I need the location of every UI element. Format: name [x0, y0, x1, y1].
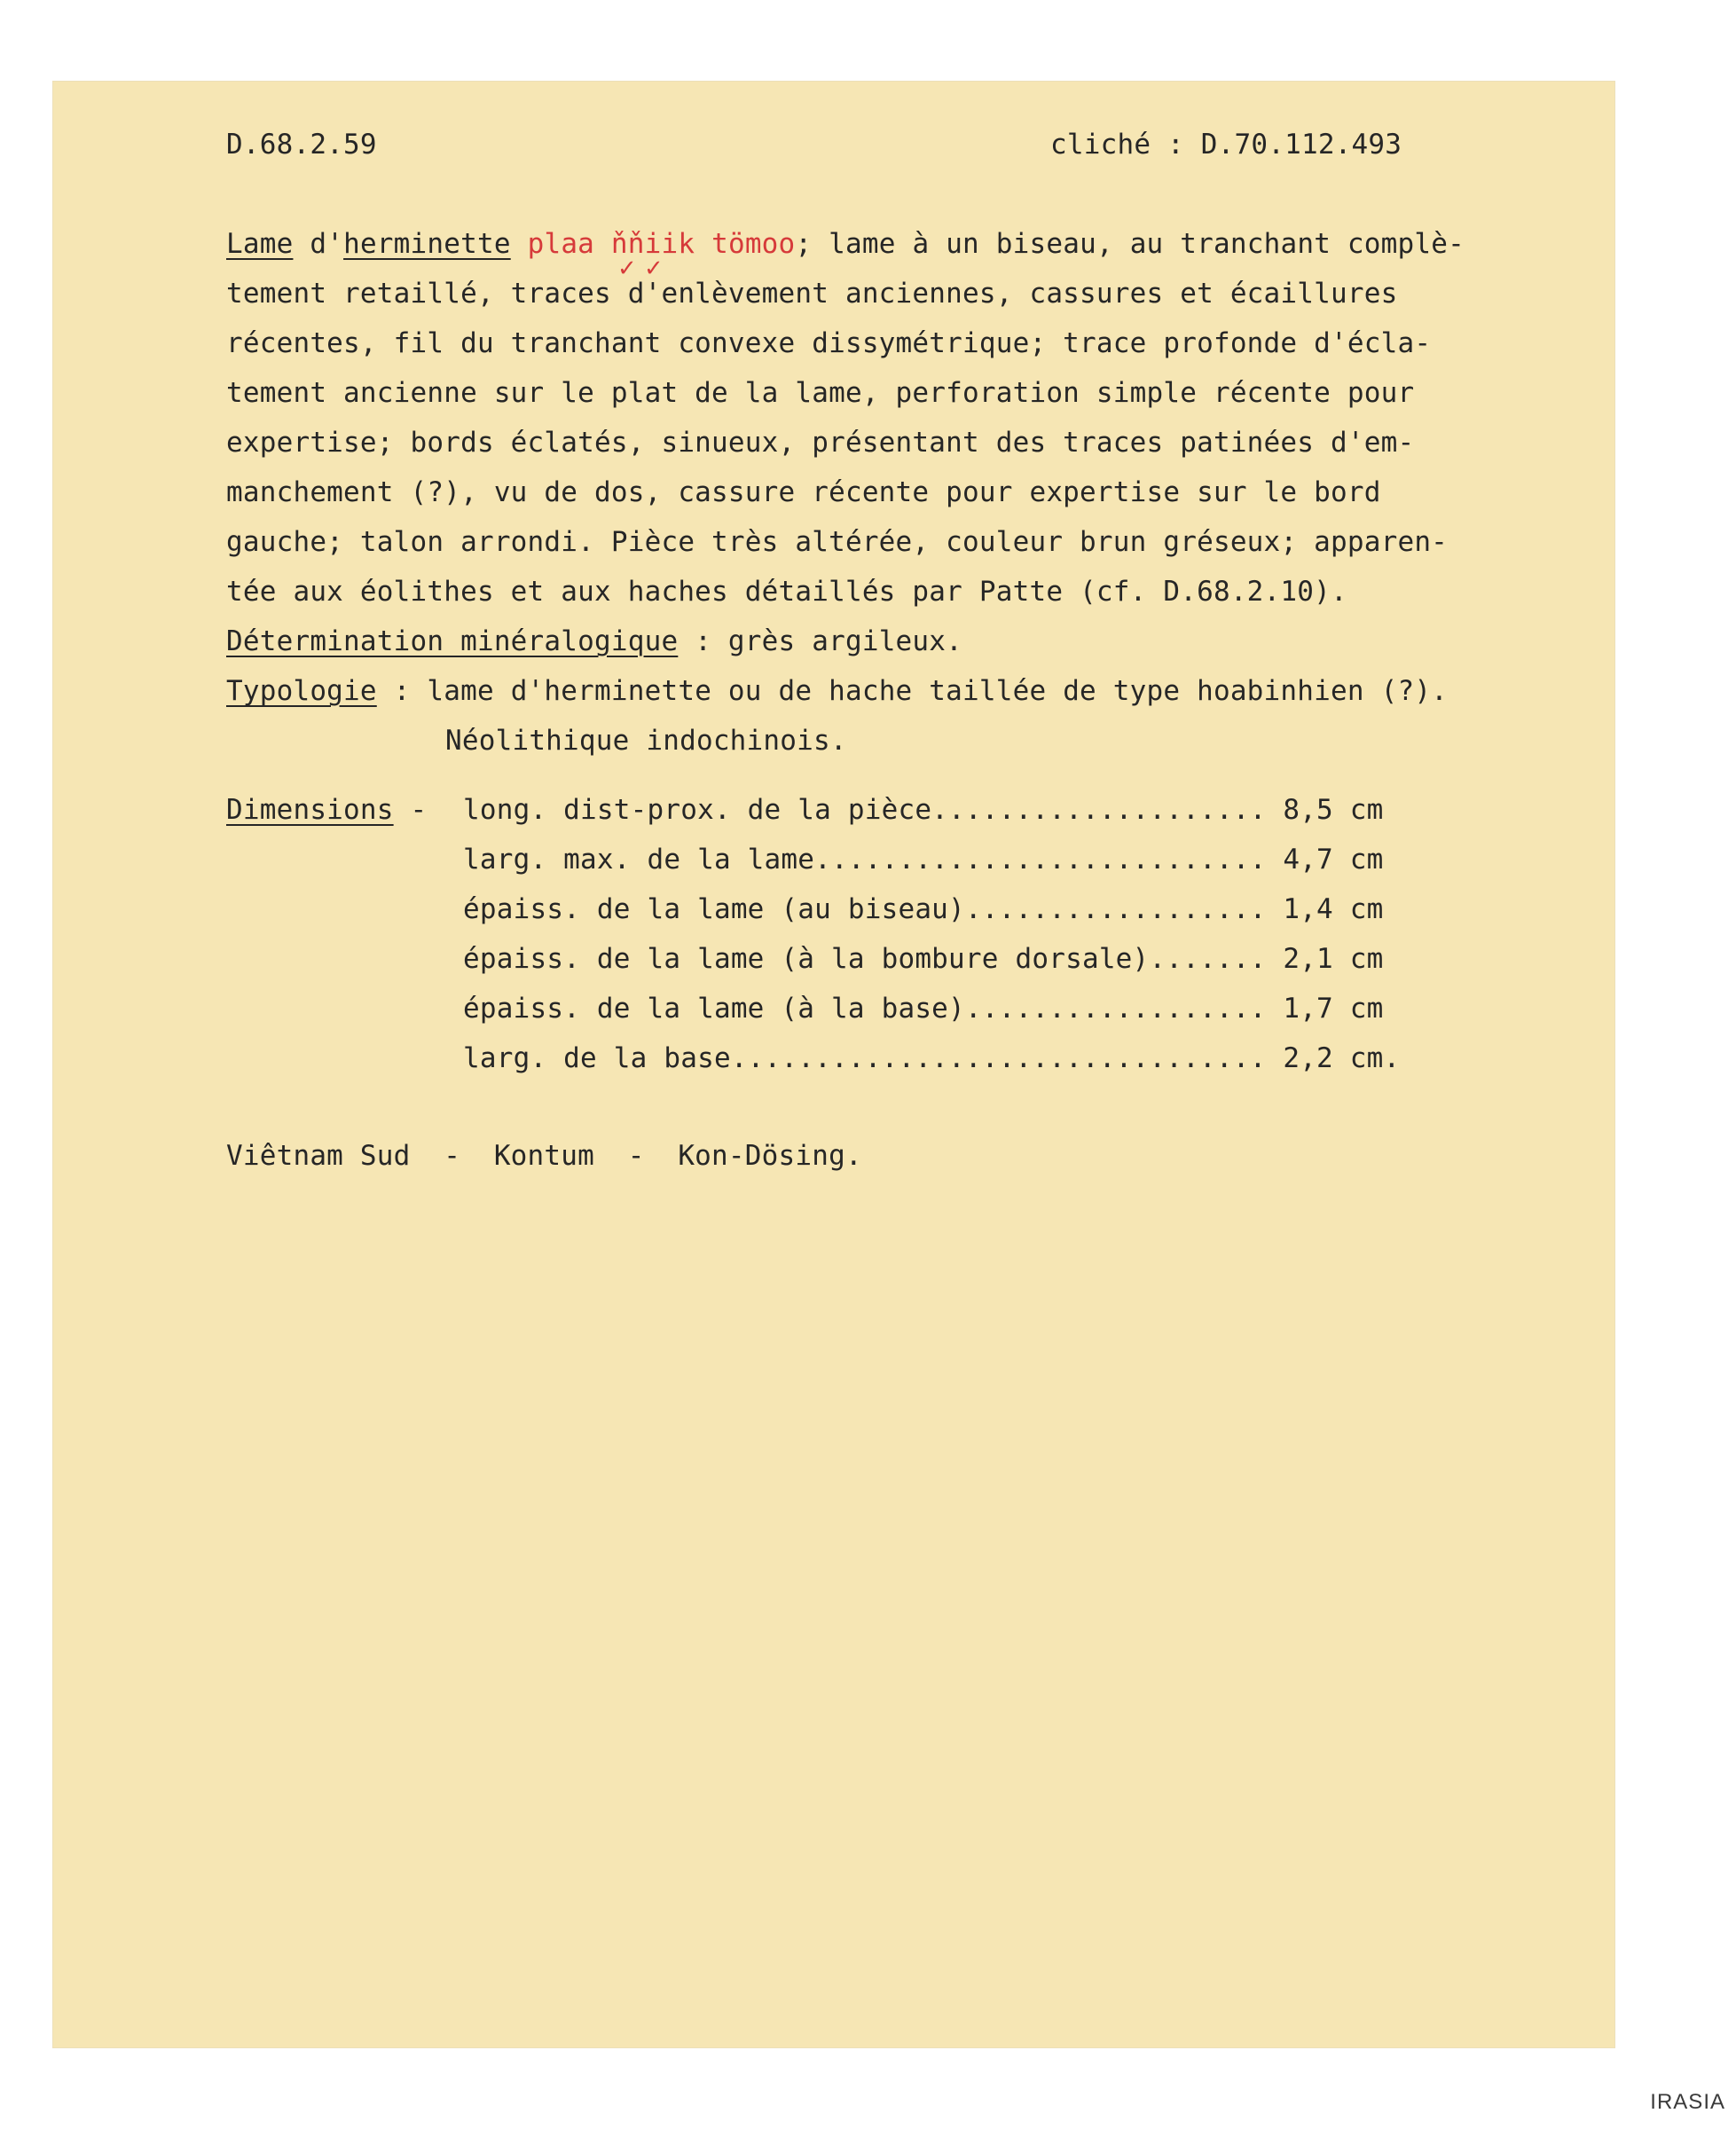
description-line-1 [226, 228, 1465, 260]
location-line: Viêtnam Sud - Kontum - Kon-Dösing. [226, 1140, 862, 1172]
typologie-value: : lame d'herminette ou de hache taillée de type hoabinhien (?). [376, 675, 1449, 707]
dimension-row: long. dist-prox. de la pièce.................... 8,5 cm [463, 794, 1384, 826]
description-line-1-rest: ; lame à un biseau, au tranchant complè- [795, 228, 1465, 260]
description-line: expertise; bords éclatés, sinueux, présentant des traces patinées d'em- [226, 427, 1415, 459]
vernacular-name: plaa ňňiik tömoo [527, 228, 796, 260]
dimensions-heading [226, 794, 444, 826]
dimension-row: épaiss. de la lame (au biseau).................. 1,4 cm [463, 893, 1384, 925]
dimension-row: épaiss. de la lame (à la base).................. 1,7 cm [463, 993, 1384, 1025]
determination-line [226, 625, 963, 657]
document-sheet [53, 82, 1614, 2047]
determination-label: Détermination minéralogique [226, 625, 679, 657]
watermark: IRASIA [1650, 2090, 1725, 2114]
description-line: manchement (?), vu de dos, cassure récente pour expertise sur le bord [226, 476, 1381, 508]
term-lame: Lame [226, 228, 294, 260]
determination-value: : grès argileux. [678, 625, 963, 657]
description-line: tée aux éolithes et aux haches détaillés par Patte (cf. D.68.2.10). [226, 576, 1347, 608]
dimensions-dash: - [393, 794, 444, 826]
dimension-row: larg. de la base................................ 2,2 cm. [463, 1042, 1401, 1074]
term-apostrophe: d' [310, 228, 344, 260]
tone-mark: ✓ ✓ [617, 255, 664, 282]
dimensions-label: Dimensions [226, 794, 394, 826]
inventory-number: D.68.2.59 [226, 129, 377, 161]
dimension-row: épaiss. de la lame (à la bombure dorsale)....... 2,1 cm [463, 943, 1384, 975]
dimension-row: larg. max. de la lame........................... 4,7 cm [463, 844, 1384, 876]
term-herminette: herminette [343, 228, 511, 260]
cliche-reference: cliché : D.70.112.493 [1050, 129, 1402, 161]
typologie-label: Typologie [226, 675, 377, 707]
description-line: tement retaillé, traces d'enlèvement anciennes, cassures et écaillures [226, 278, 1398, 310]
typologie-period: Néolithique indochinois. [445, 725, 847, 757]
description-line: gauche; talon arrondi. Pièce très altérée, couleur brun gréseux; apparen- [226, 526, 1449, 558]
typologie-line [226, 675, 1449, 707]
description-line: tement ancienne sur le plat de la lame, perforation simple récente pour [226, 377, 1415, 409]
description-line: récentes, fil du tranchant convexe dissymétrique; trace profonde d'écla- [226, 327, 1432, 359]
